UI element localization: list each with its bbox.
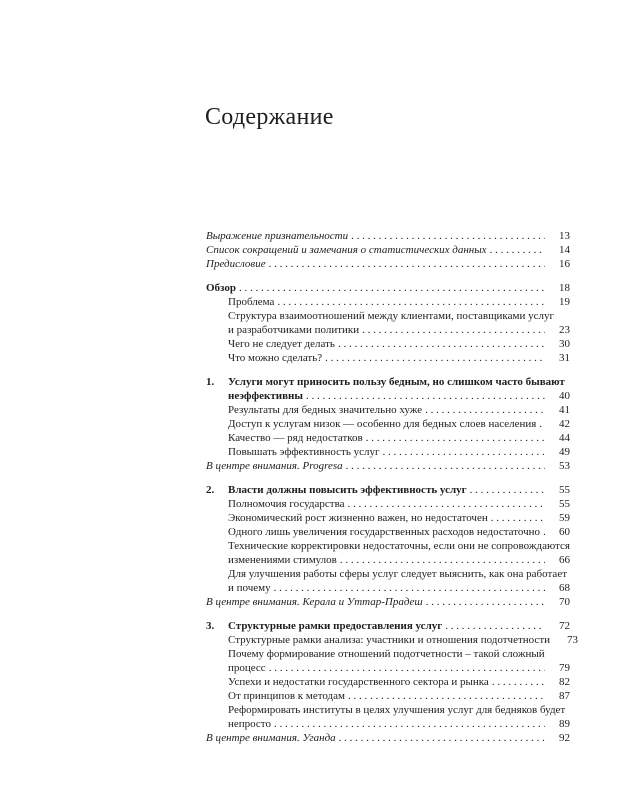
toc-entry-text: Доступ к услугам низок — особенно для бедных слоев населения bbox=[228, 418, 537, 430]
toc-entry bbox=[206, 375, 570, 389]
toc-entry bbox=[206, 567, 570, 581]
toc-entry bbox=[206, 717, 570, 731]
dot-leader bbox=[359, 323, 545, 337]
dot-leader bbox=[271, 717, 545, 731]
toc-entry-text: Чего не следует делать bbox=[228, 338, 335, 350]
toc-entry-page: 13 bbox=[559, 230, 570, 242]
toc-entry bbox=[206, 337, 570, 351]
dot-leader bbox=[423, 595, 545, 609]
toc-entry bbox=[206, 581, 570, 595]
dot-leader bbox=[345, 689, 545, 703]
dot-leader bbox=[536, 417, 545, 431]
toc-entry-page: 42 bbox=[559, 418, 570, 430]
toc-entry-page: 68 bbox=[559, 582, 570, 594]
toc-entry bbox=[206, 703, 570, 717]
toc-entry-text: Результаты для бедных значительно хуже bbox=[228, 404, 423, 416]
toc-entry-page: 55 bbox=[559, 484, 570, 496]
dot-leader bbox=[337, 553, 545, 567]
toc-entry-page: 72 bbox=[559, 620, 570, 632]
toc-entry-text: Услуги могут приносить пользу бедным, но слишком часто бывают bbox=[228, 376, 565, 388]
toc-entry-text: Обзор bbox=[206, 282, 237, 294]
toc-entry-text: В центре внимания. Керала и Уттар-Прадеш bbox=[206, 596, 423, 608]
toc-entry-text: и почему bbox=[228, 582, 271, 594]
toc-entry-text: Что можно сделать? bbox=[228, 352, 323, 364]
toc-entry-text: Технические корректировки недостаточны, если они не сопровождаются bbox=[228, 540, 570, 552]
toc-entry-text: изменениями стимулов bbox=[228, 554, 337, 566]
dot-leader bbox=[236, 281, 545, 295]
dot-leader bbox=[266, 257, 545, 271]
dot-leader bbox=[422, 403, 545, 417]
toc-entry-text: От принципов к методам bbox=[228, 690, 345, 702]
dot-leader bbox=[488, 511, 545, 525]
toc-entry-page: 87 bbox=[559, 690, 570, 702]
toc-entry-page: 14 bbox=[559, 244, 570, 256]
toc-entry-number: 1. bbox=[206, 376, 215, 388]
toc-entry bbox=[206, 323, 570, 337]
toc-section bbox=[206, 483, 570, 609]
toc-entry-page: 92 bbox=[559, 732, 570, 744]
toc-entry bbox=[206, 243, 570, 257]
toc-entry-page: 60 bbox=[559, 526, 570, 538]
toc-entry-text: непросто bbox=[228, 718, 271, 730]
toc-entry bbox=[206, 257, 570, 271]
toc-entry bbox=[206, 309, 570, 323]
toc-entry-text: Экономический рост жизненно важен, но недостаточен bbox=[228, 512, 488, 524]
toc-entry-text: Выражение признательности bbox=[206, 230, 349, 242]
toc-entry-page: 40 bbox=[559, 390, 570, 402]
toc-entry bbox=[206, 445, 570, 459]
toc-entry-text: Качество — ряд недостатков bbox=[228, 432, 363, 444]
dot-leader bbox=[363, 431, 545, 445]
toc-entry bbox=[206, 281, 570, 295]
dot-leader bbox=[380, 445, 546, 459]
toc-entry-text: Структурные рамки предоставления услуг bbox=[228, 620, 443, 632]
toc-entry-page: 19 bbox=[559, 296, 570, 308]
toc-entry-page: 59 bbox=[559, 512, 570, 524]
toc-entry bbox=[206, 351, 570, 365]
toc-entry-text: В центре внимания. Уганда bbox=[206, 732, 336, 744]
toc-entry bbox=[206, 689, 570, 703]
toc-entry-text: Список сокращений и замечания о статистических данных bbox=[206, 244, 487, 256]
toc-entry-page: 55 bbox=[559, 498, 570, 510]
toc-entry-page: 31 bbox=[559, 352, 570, 364]
toc-entry bbox=[206, 647, 570, 661]
toc-entry bbox=[206, 633, 579, 647]
toc-entry bbox=[206, 403, 570, 417]
toc-entry bbox=[206, 731, 570, 745]
toc-entry-page: 16 bbox=[559, 258, 570, 270]
toc-entry bbox=[206, 483, 570, 497]
toc-entry-page: 41 bbox=[559, 404, 570, 416]
dot-leader bbox=[322, 351, 545, 365]
toc-entry bbox=[206, 525, 570, 539]
toc-section bbox=[206, 281, 570, 365]
toc-section bbox=[206, 229, 570, 271]
toc-entry-page: 18 bbox=[559, 282, 570, 294]
dot-leader bbox=[303, 389, 545, 403]
toc-section bbox=[206, 375, 570, 473]
toc-entry bbox=[206, 497, 570, 511]
toc-entry bbox=[206, 389, 570, 403]
toc-entry bbox=[206, 675, 570, 689]
dot-leader bbox=[467, 483, 545, 497]
toc-entry-page: 53 bbox=[559, 460, 570, 472]
dot-leader bbox=[442, 619, 545, 633]
dot-leader bbox=[487, 243, 545, 257]
toc-entry-text: Предисловие bbox=[206, 258, 266, 270]
toc-entry-page: 30 bbox=[559, 338, 570, 350]
toc-entry-text: Структура взаимоотношений между клиентами, поставщиками услуг bbox=[228, 310, 554, 322]
toc-entry bbox=[206, 229, 570, 243]
toc-list bbox=[206, 229, 579, 755]
toc-entry-page: 23 bbox=[559, 324, 570, 336]
toc-entry-text: Для улучшения работы сферы услуг следует выяснить, как она работает bbox=[228, 568, 568, 580]
toc-entry bbox=[206, 539, 570, 553]
dot-leader bbox=[348, 229, 545, 243]
dot-leader bbox=[336, 731, 545, 745]
toc-entry bbox=[206, 511, 570, 525]
page-title: Содержание bbox=[205, 104, 334, 130]
toc-entry-text: Власти должны повысить эффективность услуг bbox=[228, 484, 467, 496]
toc-entry-text: процесс bbox=[228, 662, 266, 674]
toc-entry-text: Проблема bbox=[228, 296, 275, 308]
toc-entry bbox=[206, 417, 570, 431]
toc-entry-page: 49 bbox=[559, 446, 570, 458]
toc-entry-page: 44 bbox=[559, 432, 570, 444]
toc-entry-page: 73 bbox=[567, 634, 579, 646]
toc-entry-text: Почему формирование отношений подотчетности – такой сложный bbox=[228, 648, 545, 660]
toc-entry-text: Полномочия государства bbox=[228, 498, 345, 510]
toc-entry-text: и разработчиками политики bbox=[228, 324, 360, 336]
toc-entry-text: Повышать эффективность услуг bbox=[228, 446, 380, 458]
toc-entry bbox=[206, 295, 570, 309]
dot-leader bbox=[489, 675, 545, 689]
dot-leader bbox=[335, 337, 545, 351]
toc-entry bbox=[206, 459, 570, 473]
dot-leader bbox=[266, 661, 545, 675]
toc-entry bbox=[206, 619, 570, 633]
toc-entry-page: 89 bbox=[559, 718, 570, 730]
toc-entry-number: 2. bbox=[206, 484, 215, 496]
toc-entry-page: 66 bbox=[559, 554, 570, 566]
dot-leader bbox=[343, 459, 545, 473]
toc-entry-text: Одного лишь увеличения государственных расходов недостаточно bbox=[228, 526, 541, 538]
toc-section bbox=[206, 619, 579, 745]
toc-entry-page: 79 bbox=[559, 662, 570, 674]
toc-entry bbox=[206, 661, 570, 675]
toc-entry bbox=[206, 553, 570, 567]
toc-entry-number: 3. bbox=[206, 620, 215, 632]
toc-entry-text: Реформировать институты в целях улучшения услуг для бедняков будет bbox=[228, 704, 566, 716]
toc-entry bbox=[206, 431, 570, 445]
dot-leader bbox=[271, 581, 545, 595]
toc-entry-text: неэффективны bbox=[228, 390, 303, 402]
toc-entry-text: Успехи и недостатки государственного сектора и рынка bbox=[228, 676, 489, 688]
toc-entry-text: Структурные рамки анализа: участники и отношения подотчетности bbox=[228, 634, 551, 646]
toc-entry bbox=[206, 595, 570, 609]
toc-entry-page: 82 bbox=[559, 676, 570, 688]
toc-entry-page: 70 bbox=[559, 596, 570, 608]
dot-leader bbox=[345, 497, 545, 511]
toc-entry-text: В центре внимания. Progresa bbox=[206, 460, 343, 472]
dot-leader bbox=[274, 295, 545, 309]
